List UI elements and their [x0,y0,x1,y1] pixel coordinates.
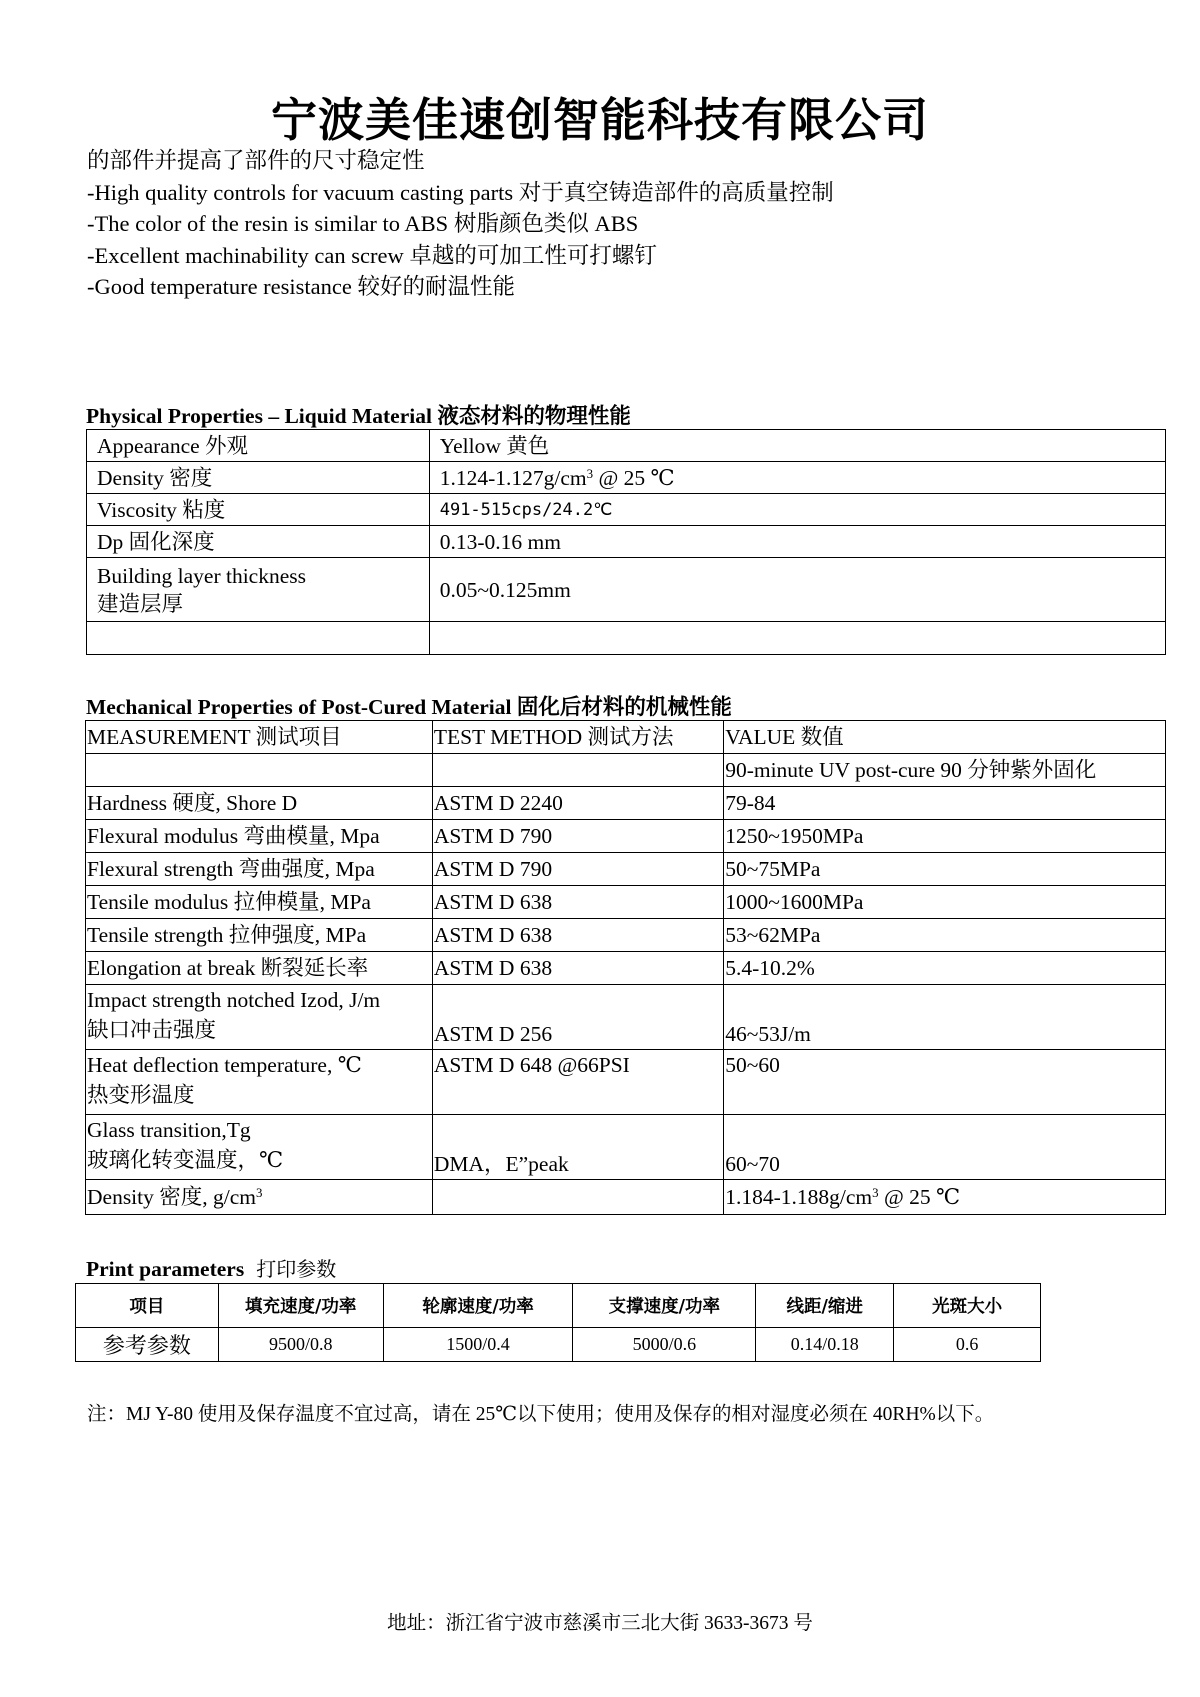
table-row [86,787,1166,820]
property-label: Viscosity 粘度 [87,494,430,526]
intro-line: -Excellent machinability can screw 卓越的可加工性可打螺钉 [87,242,657,268]
value-cell [724,1180,1166,1215]
intro-list [87,145,834,303]
param-cell: 0.14/0.18 [756,1328,894,1362]
empty-cell [432,1180,723,1215]
measurement-line: Impact strength notched Izod, J/m [87,988,381,1012]
method-cell: DMA，E”peak [432,1115,723,1180]
property-value: 0.05~0.125mm [429,558,1165,622]
column-header: 光斑大小 [894,1284,1041,1328]
measurement-cell: Flexural strength 弯曲强度, Mpa [86,853,433,886]
property-value: 491-515cps/24.2℃ [429,494,1165,526]
company-title: 宁波美佳速创智能科技有限公司 [271,93,929,147]
empty-cell [86,754,433,787]
measurement-cell: Tensile modulus 拉伸模量, MPa [86,886,433,919]
measurement-cell: Elongation at break 断裂延长率 [86,952,433,985]
param-cell: 5000/0.6 [573,1328,756,1362]
table-row [87,526,1166,558]
table-row [86,1050,1166,1115]
property-label: Density 密度 [87,462,430,494]
property-label [87,558,430,622]
property-label: Dp 固化深度 [87,526,430,558]
measurement-cell: Tensile strength 拉伸强度, MPa [86,919,433,952]
table-row [87,462,1166,494]
value-text: 1.184-1.188g/cm [725,1185,873,1209]
method-cell: ASTM D 790 [432,853,723,886]
table-row [86,952,1166,985]
value-cell: 60~70 [724,1115,1166,1180]
value-cell: 46~53J/m [724,985,1166,1050]
table-row [86,754,1166,787]
measurement-cell [86,1050,433,1115]
value-cell: 1250~1950MPa [724,820,1166,853]
method-cell: ASTM D 648 @66PSI [432,1050,723,1115]
value-cell: 50~75MPa [724,853,1166,886]
column-header: MEASUREMENT 测试项目 [86,721,433,754]
cure-note: 90-minute UV post-cure 90 分钟紫外固化 [724,754,1166,787]
measurement-line: 缺口冲击强度 [87,1018,217,1042]
value-cell: 79-84 [724,787,1166,820]
superscript: 3 [872,1185,879,1200]
column-header: 支撑速度/功率 [573,1284,756,1328]
column-header: 线距/缩进 [756,1284,894,1328]
intro-line: -Good temperature resistance 较好的耐温性能 [87,274,516,299]
table-row [86,886,1166,919]
method-cell: ASTM D 638 [432,886,723,919]
measurement-line: Glass transition,Tg [87,1118,251,1142]
property-value [429,462,1165,494]
param-cell: 参考参数 [76,1328,219,1362]
table-row [86,1115,1166,1180]
param-cell: 9500/0.8 [218,1328,383,1362]
column-header: 项目 [76,1284,219,1328]
table-row [87,622,1166,655]
physical-properties-heading: Physical Properties – Liquid Material 液态材料的物理性能 [86,404,631,428]
table-row [87,430,1166,462]
measurement-line: Heat deflection temperature, ℃ [87,1053,362,1077]
method-cell: ASTM D 2240 [432,787,723,820]
table-row [87,558,1166,622]
intro-line: -High quality controls for vacuum casting parts 对于真空铸造部件的高质量控制 [87,179,834,205]
value-text: @ 25 ℃ [593,465,675,490]
measurement-line: 热变形温度 [87,1083,195,1107]
method-cell: ASTM D 790 [432,820,723,853]
physical-properties-table [86,429,1166,655]
measurement-cell [86,985,433,1050]
print-heading-cn: 打印参数 [256,1259,337,1281]
value-text: @ 25 ℃ [878,1185,961,1209]
empty-cell [432,754,723,787]
superscript: 3 [256,1185,263,1200]
print-parameters-heading [86,1253,336,1282]
method-cell: ASTM D 256 [432,985,723,1050]
measurement-text: Density 密度, g/cm [87,1185,256,1209]
property-value: 0.13-0.16 mm [429,526,1165,558]
measurement-cell [86,1115,433,1180]
column-header: 填充速度/功率 [218,1284,383,1328]
table-row [86,919,1166,952]
property-label: Appearance 外观 [87,430,430,462]
label-line: Building layer thickness [97,563,306,588]
table-header-row [86,721,1166,754]
intro-line: 的部件并提高了部件的尺寸稳定性 [87,148,425,173]
measurement-cell [86,1180,433,1215]
empty-cell [429,622,1165,655]
measurement-cell: Flexural modulus 弯曲模量, Mpa [86,820,433,853]
empty-cell [87,622,430,655]
superscript: 3 [586,466,594,481]
table-row [87,494,1166,526]
measurement-cell: Hardness 硬度, Shore D [86,787,433,820]
usage-note: 注：MJ Y-80 使用及保存温度不宜过高，请在 25℃以下使用；使用及保存的相对湿度必须在 40RH%以下。 [87,1404,995,1425]
table-row [86,1180,1166,1215]
property-value: Yellow 黄色 [429,430,1165,462]
measurement-line: 玻璃化转变温度，℃ [87,1148,284,1172]
column-header: VALUE 数值 [724,721,1166,754]
table-row [76,1328,1041,1362]
print-parameters-table [75,1283,1041,1362]
mechanical-properties-heading: Mechanical Properties of Post-Cured Material 固化后材料的机械性能 [86,695,732,719]
value-text: 1.124-1.127g/cm [439,465,587,490]
table-row [86,985,1166,1050]
intro-line: -The color of the resin is similar to ABS 树脂颜色类似 ABS [87,211,639,236]
value-cell: 50~60 [724,1050,1166,1115]
method-cell: ASTM D 638 [432,919,723,952]
table-row [86,820,1166,853]
value-cell: 1000~1600MPa [724,886,1166,919]
column-header: TEST METHOD 测试方法 [432,721,723,754]
method-cell: ASTM D 638 [432,952,723,985]
value-cell: 5.4-10.2% [724,952,1166,985]
value-cell: 53~62MPa [724,919,1166,952]
table-row [86,853,1166,886]
table-header-row [76,1284,1041,1328]
company-address: 地址：浙江省宁波市慈溪市三北大街 3633-3673 号 [387,1613,813,1634]
label-line: 建造层厚 [97,591,184,616]
mechanical-properties-table [85,720,1166,1215]
param-cell: 1500/0.4 [383,1328,573,1362]
param-cell: 0.6 [894,1328,1041,1362]
print-heading-en: Print parameters [86,1257,245,1281]
column-header: 轮廓速度/功率 [383,1284,573,1328]
